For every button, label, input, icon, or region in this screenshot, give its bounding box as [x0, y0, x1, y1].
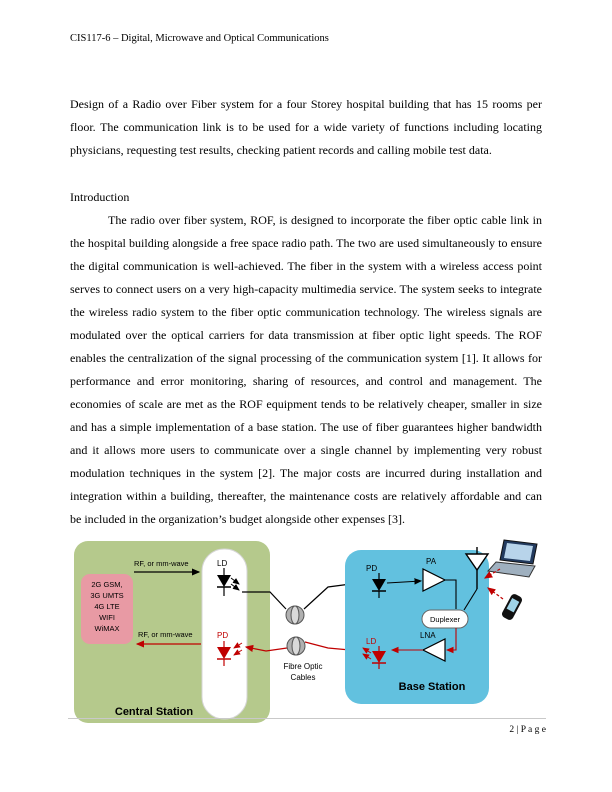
rof-diagram	[74, 537, 544, 727]
central-station	[74, 541, 270, 723]
phone-icon	[501, 593, 524, 622]
base-pd-label: PD	[366, 564, 378, 573]
section-heading-introduction: Introduction	[70, 190, 130, 204]
document-body	[70, 93, 542, 727]
rf-downlink-label: RF, or mm-wave	[134, 559, 189, 568]
tech-line: 2G GSM,	[91, 580, 123, 589]
fibre-label-line1: Fibre Optic	[283, 662, 323, 671]
fibre-label-line2: Cables	[290, 673, 316, 682]
duplexer-label: Duplexer	[429, 615, 461, 624]
page-header: CIS117-6 – Digital, Microwave and Optical Communications	[70, 33, 329, 44]
paragraph-introduction: The radio over fiber system, ROF, is designed to incorporate the fiber optic cable link in the hospital building alongside a free space radio path. The two are used simultaneously to ensure the digital communication is well-achieved. The fiber in the system with a wireless access point serves to connect users on a very high-capacity multimedia service. The system seeks to integrate the wireless radio system to the fiber optic communication technology. The wireless signals are modulated over the optical carriers for data transmission at fiber optic light speeds. The ROF enables the centralization of the signal processing of the communication system [1]. It allows for performance and error monitoring, sharing of resources, and control and management. The economies of scale are met as the ROF equipment tends to be relatively cheaper, smaller in size and has a simple implementation of a base station. The use of fiber guarantees higher bandwidth and it allows more users to communicate over a single channel by implementing very robust modulation techniques in the system [2]. The major costs are incurred during installation and integration within a building, thereafter, the maintenance costs are relatively affordable and can be included in the organization’s budget alongside other expenses [3].	[70, 213, 542, 526]
tech-line: 3G UMTS	[90, 591, 124, 600]
base-ld-label: LD	[366, 637, 377, 646]
base-station	[345, 547, 489, 704]
fiber-coil	[286, 606, 304, 624]
page-footer	[68, 718, 546, 735]
tech-line: WiMAX	[94, 624, 120, 633]
base-station-label: Base Station	[398, 681, 466, 693]
duplexer-box	[422, 610, 468, 628]
technology-box-text	[90, 580, 123, 633]
lna-label: LNA	[420, 631, 436, 640]
tech-line: WIFI	[99, 613, 115, 622]
pd-label: PD	[217, 631, 229, 640]
paragraph-brief: Design of a Radio over Fiber system for a four Storey hospital building that has 15 rooms per floor. The communication link is to be used for a wide variety of functions including locating physicians, requesting test results, checking patient records and calling mobile test data.	[70, 97, 542, 157]
tech-line: 4G LTE	[94, 602, 120, 611]
rof-system-figure	[74, 537, 544, 727]
ld-label: LD	[217, 559, 228, 568]
central-station-label: Central Station	[114, 706, 194, 718]
rf-uplink-label: RF, or mm-wave	[138, 630, 193, 639]
wireless-link-phone	[488, 588, 503, 599]
pa-label: PA	[426, 557, 437, 566]
page-number: 2 | P a g e	[509, 725, 546, 735]
fiber-coil	[287, 637, 305, 655]
